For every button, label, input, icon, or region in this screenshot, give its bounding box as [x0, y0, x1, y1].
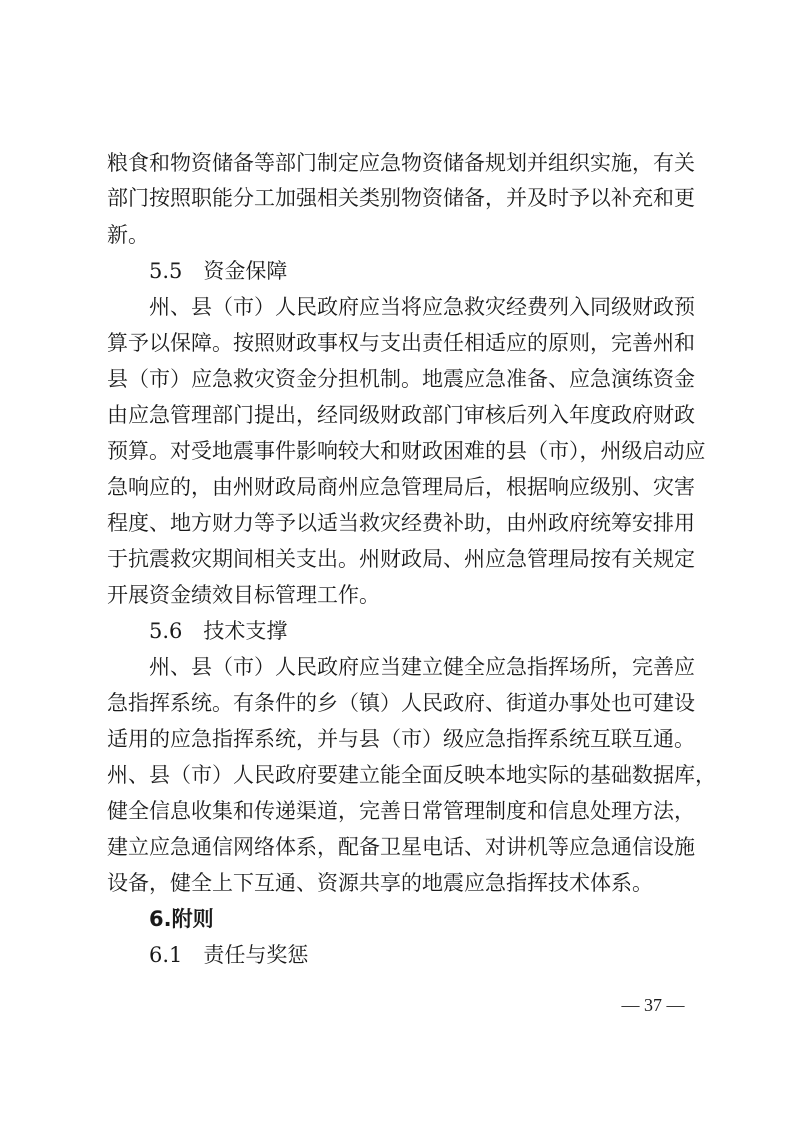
body-text-line: 建立应急通信网络体系，配备卫星电话、对讲机等应急通信设施	[107, 835, 695, 859]
body-text-line: 开展资金绩效目标管理工作。	[107, 583, 380, 607]
body-text-line: 急指挥系统。有条件的乡（镇）人民政府、街道办事处也可建设	[107, 691, 695, 715]
body-text-line: 预算。对受地震事件影响较大和财政困难的县（市），州级启动应	[107, 439, 706, 463]
body-text-line: 县（市）应急救灾资金分担机制。地震应急准备、应急演练资金	[107, 367, 695, 391]
body-text-line: 由应急管理部门提出，经同级财政部门审核后列入年度政府财政	[107, 403, 695, 427]
body-text-line: 算予以保障。按照财政事权与支出责任相适应的原则，完善州和	[107, 331, 695, 355]
body-text-line: 健全信息收集和传递渠道，完善日常管理制度和信息处理方法，	[107, 799, 695, 823]
body-text-line: 设备，健全上下互通、资源共享的地震应急指挥技术体系。	[107, 871, 653, 895]
body-text-line: 粮食和物资储备等部门制定应急物资储备规划并组织实施，有关	[107, 151, 695, 175]
paragraph-first-line: 州、县（市）人民政府应当建立健全应急指挥场所，完善应	[149, 655, 695, 679]
section-heading-5-6: 5.6 技术支撑	[149, 619, 288, 643]
paragraph-first-line: 州、县（市）人民政府应当将应急救灾经费列入同级财政预	[149, 295, 695, 319]
section-heading-6: 6.附则	[149, 907, 214, 931]
body-text-line: 新。	[107, 223, 149, 247]
body-text-line: 急响应的，由州财政局商州应急管理局后，根据响应级别、灾害	[107, 475, 695, 499]
body-text-line: 于抗震救灾期间相关支出。州财政局、州应急管理局按有关规定	[107, 547, 695, 571]
page-number: — 37 —	[621, 995, 685, 1015]
body-text-line: 程度、地方财力等予以适当救灾经费补助，由州政府统筹安排用	[107, 511, 695, 535]
body-text-line: 适用的应急指挥系统，并与县（市）级应急指挥系统互联互通。	[107, 727, 695, 751]
section-heading-6-1: 6.1 责任与奖惩	[149, 943, 309, 967]
body-text-line: 州、县（市）人民政府要建立能全面反映本地实际的基础数据库，	[107, 763, 716, 787]
section-heading-5-5: 5.5 资金保障	[149, 259, 288, 283]
body-text-line: 部门按照职能分工加强相关类别物资储备，并及时予以补充和更	[107, 186, 695, 210]
